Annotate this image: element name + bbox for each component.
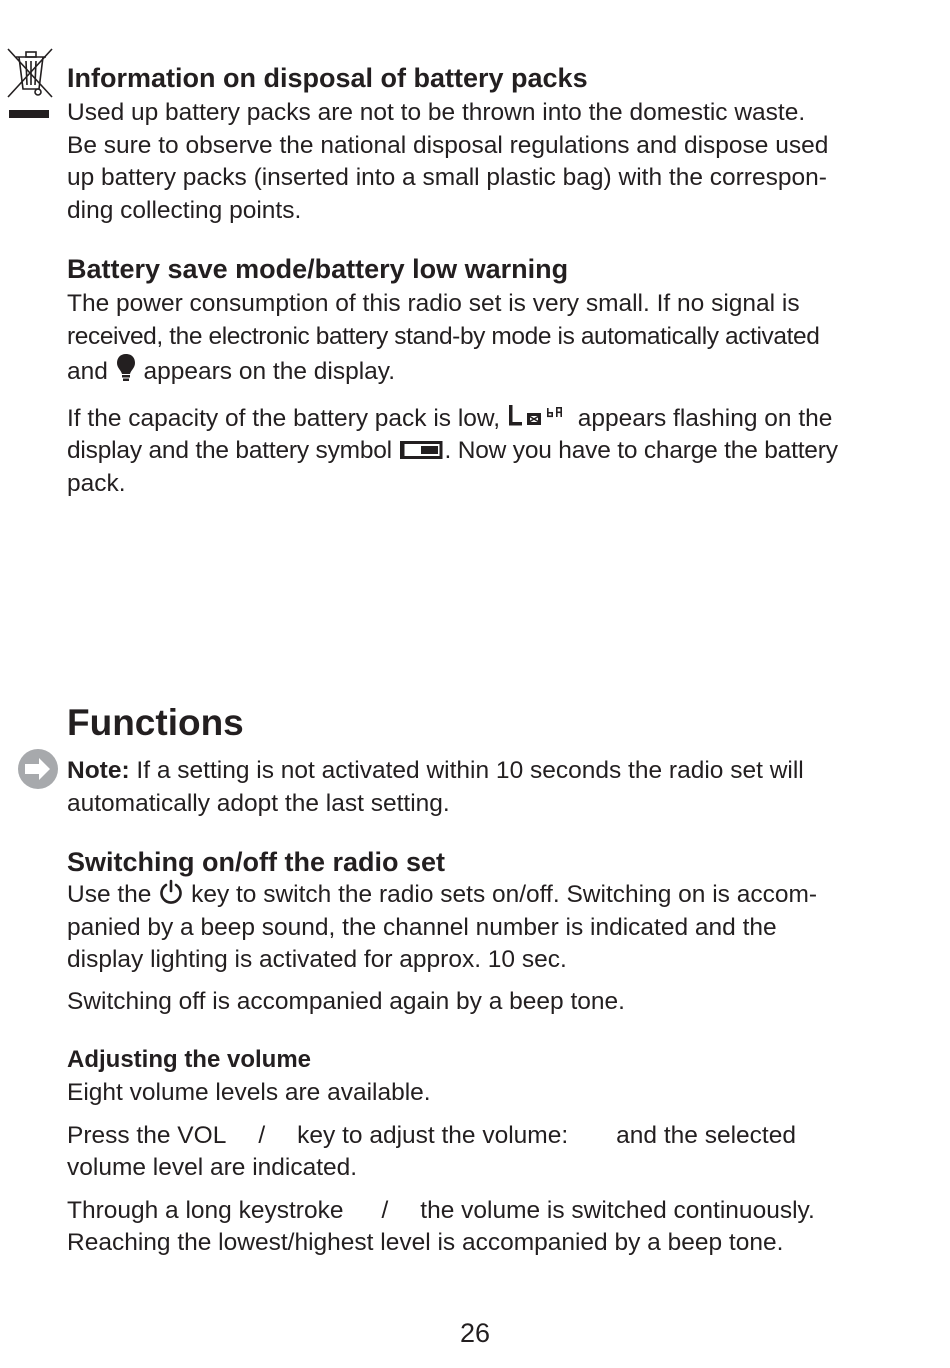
switching-section bbox=[67, 846, 907, 1018]
disposal-bar-mark bbox=[9, 110, 49, 118]
disposal-line-2: Be sure to observe the national disposal regulations and dispose used bbox=[67, 131, 829, 159]
battery-low-line-1-b: appears flashing on the bbox=[577, 404, 833, 432]
volume-long-slash: / bbox=[381, 1196, 389, 1224]
volume-section bbox=[67, 1045, 907, 1260]
switching-off-line: Switching off is accompanied again by a beep tone. bbox=[67, 987, 625, 1015]
volume-press-line-2: volume level are indicated. bbox=[67, 1154, 358, 1181]
battery-save-section bbox=[67, 253, 907, 500]
note-section bbox=[67, 755, 907, 820]
switching-line-2: panied by a beep sound, the channel number is indicated and the bbox=[67, 913, 777, 941]
note-line-1 bbox=[67, 755, 907, 788]
power-icon bbox=[158, 879, 184, 905]
crossed-out-bin-icon bbox=[6, 47, 56, 101]
bulb-icon bbox=[115, 353, 137, 383]
functions-title: Functions bbox=[67, 702, 244, 743]
volume-press-b: key to adjust the volume: bbox=[297, 1121, 569, 1149]
volume-levels-line: Eight volume levels are available. bbox=[67, 1079, 431, 1106]
volume-long-a: Through a long keystroke bbox=[67, 1196, 344, 1224]
battery-save-line-3-b: appears on the display. bbox=[143, 358, 396, 385]
battery-low-line-2 bbox=[67, 435, 907, 468]
battery-icon bbox=[399, 439, 445, 461]
switching-line-1-b: key to switch the radio sets on/off. Switching on is accom- bbox=[191, 881, 818, 908]
disposal-line-3: up battery packs (inserted into a small plastic bag) with the correspon- bbox=[67, 164, 827, 191]
battery-save-line-2: received, the electronic battery stand-by mode is automatically activated bbox=[67, 322, 820, 350]
arrow-circle-icon bbox=[17, 748, 59, 790]
disposal-line-4: ding collecting points. bbox=[67, 196, 302, 224]
battery-save-line-1: The power consumption of this radio set is very small. If no signal is bbox=[67, 290, 800, 317]
volume-press-line-1 bbox=[67, 1120, 907, 1153]
volume-long-line-2: Reaching the lowest/highest level is accompanied by a beep tone. bbox=[67, 1229, 784, 1256]
battery-save-line-3 bbox=[67, 353, 907, 389]
note-line-2: automatically adopt the last setting. bbox=[67, 789, 450, 817]
battery-save-heading: Battery save mode/battery low warning bbox=[67, 254, 569, 284]
switching-line-3: display lighting is activated for approx. 10 sec. bbox=[67, 946, 567, 973]
note-text: If a setting is not activated within 10 seconds the radio set will bbox=[129, 757, 804, 784]
lo-bat-icon bbox=[507, 403, 571, 429]
volume-long-line-1 bbox=[67, 1195, 907, 1228]
battery-low-line-3: pack. bbox=[67, 469, 126, 497]
volume-press-slash: / bbox=[258, 1121, 266, 1149]
volume-press-c: and the selected bbox=[616, 1121, 796, 1149]
battery-low-line-1 bbox=[67, 403, 907, 436]
switching-line-1 bbox=[67, 879, 907, 912]
volume-press-a: Press the VOL bbox=[67, 1121, 227, 1149]
battery-low-line-2-b: . Now you have to charge the battery bbox=[444, 437, 838, 464]
battery-low-line-2-a: display and the battery symbol bbox=[67, 437, 392, 464]
switching-line-1-a: Use the bbox=[67, 881, 152, 908]
switching-heading: Switching on/off the radio set bbox=[67, 847, 445, 877]
note-label: Note: bbox=[67, 757, 130, 784]
volume-heading: Adjusting the volume bbox=[67, 1046, 312, 1073]
disposal-heading: Information on disposal of battery packs bbox=[67, 63, 588, 93]
page-number: 26 bbox=[459, 1318, 491, 1348]
volume-long-b: the volume is switched continuously. bbox=[420, 1196, 815, 1224]
disposal-line-1: Used up battery packs are not to be thrown into the domestic waste. bbox=[67, 99, 806, 126]
battery-low-line-1-a: If the capacity of the battery pack is low, bbox=[67, 404, 501, 432]
functions-section bbox=[67, 701, 907, 745]
battery-save-line-3-a: and bbox=[67, 358, 108, 385]
disposal-section bbox=[67, 62, 907, 227]
